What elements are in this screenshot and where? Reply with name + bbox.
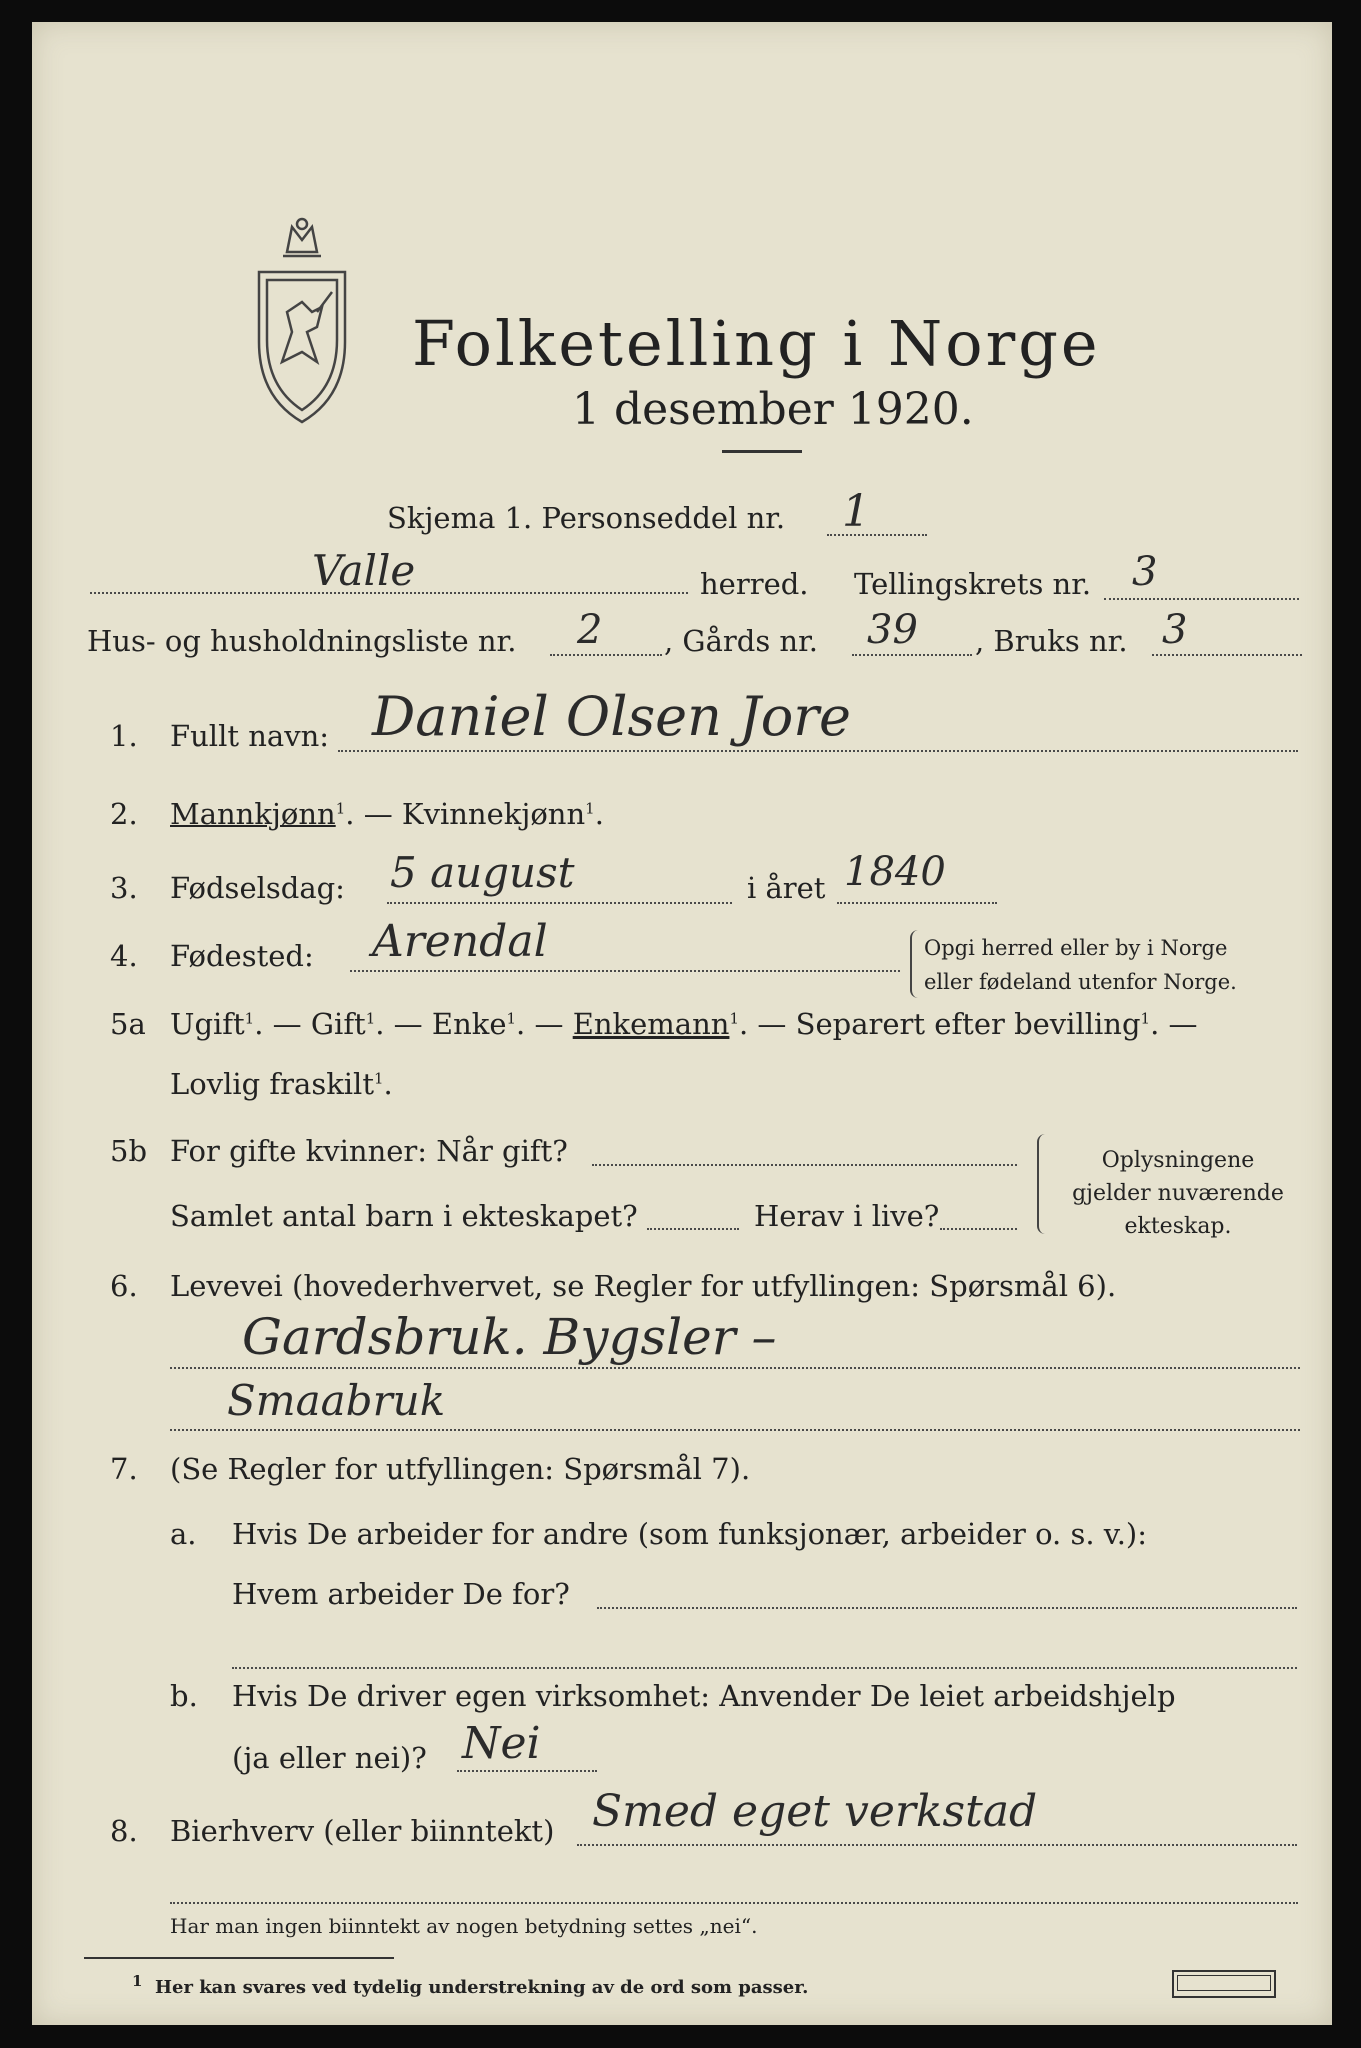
tellingskrets-field[interactable] xyxy=(1104,598,1299,600)
q4-brace xyxy=(910,930,920,998)
q5b-label: For gifte kvinner: Når gift? xyxy=(170,1134,568,1168)
hired-help-value: Nei xyxy=(462,1718,541,1769)
q4-note-line2: eller fødeland utenfor Norge. xyxy=(924,969,1237,994)
birthplace-value: Arendal xyxy=(372,916,548,967)
birthdate-field[interactable] xyxy=(387,902,732,904)
footnote-marker: 1 xyxy=(132,1972,143,1990)
q3-year-label: i året xyxy=(747,871,826,905)
bruks-value: 3 xyxy=(1162,607,1188,653)
q5b-number: 5b xyxy=(110,1134,148,1168)
q1-number: 1. xyxy=(110,719,138,753)
form-title: Folketelling i Norge xyxy=(412,307,1101,380)
occupation-field-line2[interactable] xyxy=(170,1429,1300,1431)
side-income-field-line2[interactable] xyxy=(170,1902,1298,1904)
gards-value: 39 xyxy=(867,607,918,653)
herred-value: Valle xyxy=(312,546,416,595)
occupation-field-line1[interactable] xyxy=(170,1367,1300,1369)
q2-number: 2. xyxy=(110,797,138,831)
occupation-value-line1: Gardsbruk. Bygsler – xyxy=(242,1308,777,1366)
full-name-field[interactable] xyxy=(338,750,1298,752)
herred-label: herred. xyxy=(700,567,809,601)
q8-number: 8. xyxy=(110,1814,138,1848)
q5a-options-line2: Lovlig fraskilt$^1$. xyxy=(170,1067,393,1101)
household-list-field[interactable] xyxy=(550,654,662,656)
q7a-label: Hvis De arbeider for andre (som funksjonær, arbeider o. s. v.): xyxy=(232,1517,1148,1551)
side-income-field[interactable] xyxy=(577,1844,1297,1846)
full-name-value: Daniel Olsen Jore xyxy=(372,685,852,748)
q7-number: 7. xyxy=(110,1452,138,1486)
q2-options: Mannkjønn$^1$. — Kvinnekjønn$^1$. xyxy=(170,797,604,831)
q3-number: 3. xyxy=(110,871,138,905)
footnote-rule xyxy=(84,1957,394,1959)
q7b-label: Hvis De driver egen virksomhet: Anvender De leiet arbeidshjelp xyxy=(232,1679,1176,1713)
printer-stamp xyxy=(1172,1970,1276,1998)
option-enke[interactable]: Enke xyxy=(431,1007,507,1041)
q5b-brace xyxy=(1037,1134,1047,1234)
footnote xyxy=(132,1972,808,1998)
title-divider xyxy=(722,450,802,453)
q8-label: Bierhverv (eller biinntekt) xyxy=(170,1814,555,1848)
q6-label: Levevei (hovederhvervet, se Regler for utfyllingen: Spørsmål 6). xyxy=(170,1269,1117,1303)
q4-number: 4. xyxy=(110,939,138,973)
q4-note xyxy=(924,932,1237,999)
census-form xyxy=(32,22,1332,2025)
option-mannkjonn[interactable]: Mannkjønn xyxy=(170,797,336,831)
birthplace-field[interactable] xyxy=(350,970,900,972)
children-field[interactable] xyxy=(647,1228,739,1230)
q5b-children-label: Samlet antal barn i ekteskapet? xyxy=(170,1199,638,1233)
hired-help-field[interactable] xyxy=(457,1770,597,1772)
gards-field[interactable] xyxy=(852,654,972,656)
side-income-value: Smed eget verkstad xyxy=(592,1786,1038,1837)
coat-of-arms-icon xyxy=(247,212,357,432)
q5b-note-line2: gjelder nuværende xyxy=(1072,1181,1284,1206)
footnote-text: Her kan svares ved tydelig understrekning av de ord som passer. xyxy=(154,1977,809,1998)
q5b-note-line3: ekteskap. xyxy=(1124,1214,1232,1239)
tellingskrets-label: Tellingskrets nr. xyxy=(854,567,1092,601)
q5a-number: 5a xyxy=(110,1007,146,1041)
option-separert[interactable]: Separert efter bevilling xyxy=(795,1007,1141,1041)
q7a-question: Hvem arbeider De for? xyxy=(232,1577,570,1611)
q4-note-line1: Opgi herred eller by i Norge xyxy=(924,936,1228,960)
q7b-letter: b. xyxy=(170,1679,198,1713)
side-income-note: Har man ingen biinntekt av nogen betydning settes „nei“. xyxy=(170,1914,758,1938)
q5b-note xyxy=(1048,1144,1308,1243)
married-when-field[interactable] xyxy=(592,1164,1017,1166)
bruks-label: , Bruks nr. xyxy=(975,624,1128,658)
employer-field[interactable] xyxy=(597,1607,1297,1609)
q5b-note-line1: Oplysningene xyxy=(1101,1148,1255,1173)
option-kvinnekjonn[interactable]: Kvinnekjønn xyxy=(401,797,586,831)
gards-label: , Gårds nr. xyxy=(664,624,818,658)
q5a-options: Ugift$^1$. — Gift$^1$. — Enke$^1$. — Enkemann$^1$. — Separert efter bevilling$^1$. — xyxy=(170,1007,1198,1041)
person-number-value: 1 xyxy=(842,486,870,537)
option-gift[interactable]: Gift xyxy=(310,1007,366,1041)
q6-number: 6. xyxy=(110,1269,138,1303)
tellingskrets-value: 3 xyxy=(1132,549,1158,595)
alive-field[interactable] xyxy=(940,1228,1017,1230)
occupation-value-line2: Smaabruk xyxy=(227,1376,446,1425)
option-enkemann[interactable]: Enkemann xyxy=(572,1007,730,1041)
q1-label: Fullt navn: xyxy=(170,719,330,753)
option-fraskilt[interactable]: Lovlig fraskilt xyxy=(170,1067,374,1101)
household-list-label: Hus- og husholdningsliste nr. xyxy=(87,624,517,658)
birthdate-value: 5 august xyxy=(390,848,575,897)
birth-year-field[interactable] xyxy=(837,902,997,904)
q7b-question: (ja eller nei)? xyxy=(232,1741,427,1775)
q4-label: Fødested: xyxy=(170,939,314,973)
option-ugift[interactable]: Ugift xyxy=(170,1007,245,1041)
q7a-letter: a. xyxy=(170,1517,197,1551)
q3-label: Fødselsdag: xyxy=(170,871,345,905)
form-date: 1 desember 1920. xyxy=(572,384,974,435)
household-list-value: 2 xyxy=(577,607,603,653)
q7-label: (Se Regler for utfyllingen: Spørsmål 7). xyxy=(170,1452,751,1486)
schema-label: Skjema 1. Personseddel nr. xyxy=(387,501,786,535)
birth-year-value: 1840 xyxy=(844,849,946,895)
q5b-alive-label: Herav i live? xyxy=(754,1199,940,1233)
employer-field-line2[interactable] xyxy=(232,1667,1297,1669)
bruks-field[interactable] xyxy=(1152,654,1302,656)
